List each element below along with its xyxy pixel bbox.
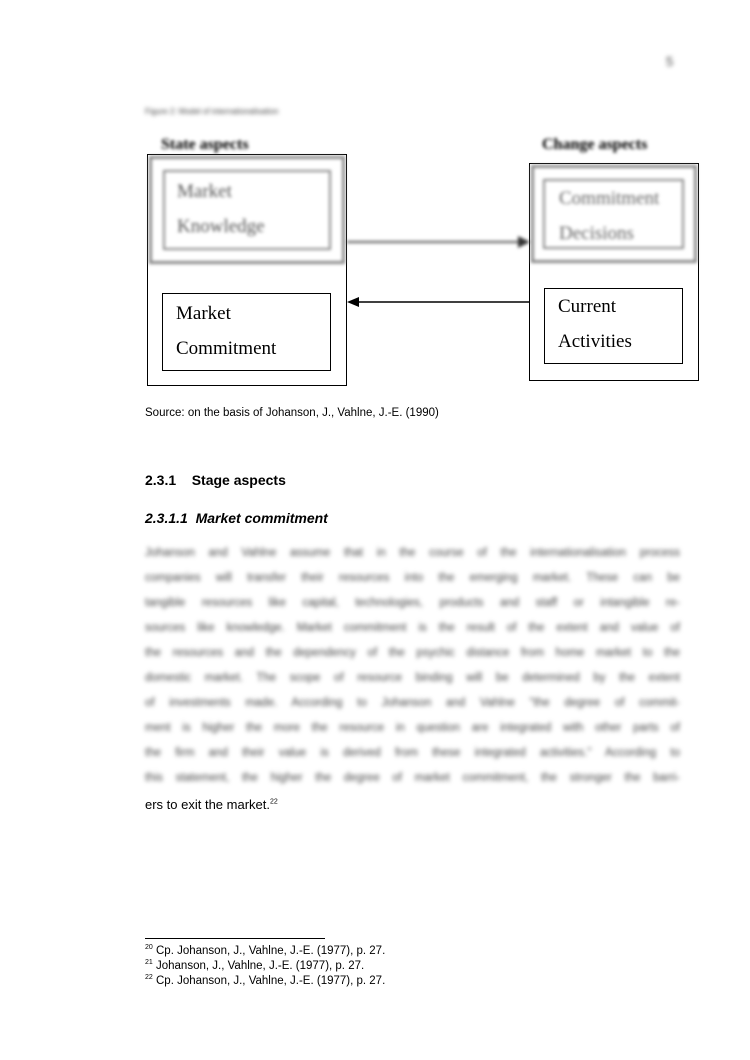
market-commitment-line-1: Market (176, 303, 231, 324)
paragraph-line-3: tangible resources like capital, technologies, products and staff or intangible re- (145, 597, 680, 609)
subsection-heading: 2.3.1.1 Market commitment (145, 510, 328, 526)
footnote-22-text: Cp. Johanson, J., Vahlne, J.-E. (1977), p. 27. (156, 974, 386, 987)
arrow-knowledge-to-decisions (347, 236, 530, 248)
footnote-22-number: 22 (145, 974, 153, 981)
paragraph-line-10: this statement, the higher the degree of market commitment, the stronger the barri- (145, 772, 680, 784)
section-heading: 2.3.1 Stage aspects (145, 472, 286, 488)
commitment-decisions-line-2: Decisions (559, 223, 634, 244)
change-aspects-header: Change aspects (542, 136, 648, 153)
paragraph-line-5: the resources and the dependency of the psychic distance from home market to the (145, 647, 680, 659)
diagram-arrows (340, 230, 540, 315)
footnote-ref-22: 22 (270, 798, 278, 806)
arrow-activities-to-commitment (347, 297, 530, 307)
market-commitment-line-2: Commitment (176, 338, 277, 359)
state-aspects-header: State aspects (161, 136, 249, 153)
footnote-20-number: 20 (145, 944, 153, 951)
market-knowledge-box (163, 170, 331, 250)
paragraph-last-line (145, 797, 278, 812)
footnote-rule (145, 938, 325, 939)
paragraph-line-1: Johanson and Vahlne assume that in the course of the internationalisation process (145, 547, 680, 559)
paragraph-line-4: sources like knowledge. Market commitment is the result of the extent and value of (145, 622, 680, 634)
footnote-20-text: Cp. Johanson, J., Vahlne, J.-E. (1977), p. 27. (156, 944, 386, 957)
commitment-decisions-line-1: Commitment (559, 188, 660, 209)
footnote-21-number: 21 (145, 959, 153, 966)
paragraph-line-9: the firm and their value is derived from these integrated activities." According to (145, 747, 680, 759)
footnote-20 (145, 944, 385, 957)
footnote-21-text: Johanson, J., Vahlne, J.-E. (1977), p. 27. (156, 959, 365, 972)
paragraph-line-8: ment is higher the more the resource in question are integrated with other parts of (145, 722, 680, 734)
current-activities-line-2: Activities (558, 331, 632, 352)
footnote-21 (145, 959, 364, 972)
paragraph-line-2: companies will transfer their resources into the emerging market. These can be (145, 572, 680, 584)
paragraph-line-7: of investments made. According to Johanson and Vahlne "the degree of commit- (145, 697, 680, 709)
figure-source: Source: on the basis of Johanson, J., Vahlne, J.-E. (1990) (145, 407, 439, 419)
market-knowledge-line-1: Market (177, 181, 232, 202)
page-number: 5 (666, 54, 674, 69)
footnote-22 (145, 974, 385, 987)
commitment-decisions-box (543, 179, 684, 249)
current-activities-box (544, 288, 683, 364)
market-commitment-box (162, 293, 331, 371)
market-knowledge-line-2: Knowledge (177, 216, 265, 237)
current-activities-line-1: Current (558, 296, 617, 317)
paragraph-last-line-text: ers to exit the market. (145, 797, 270, 812)
figure-caption: Figure 2: Model of internationalisation (145, 107, 279, 116)
paragraph-line-6: domestic market. The scope of resource binding will be determined by the extent (145, 672, 680, 684)
